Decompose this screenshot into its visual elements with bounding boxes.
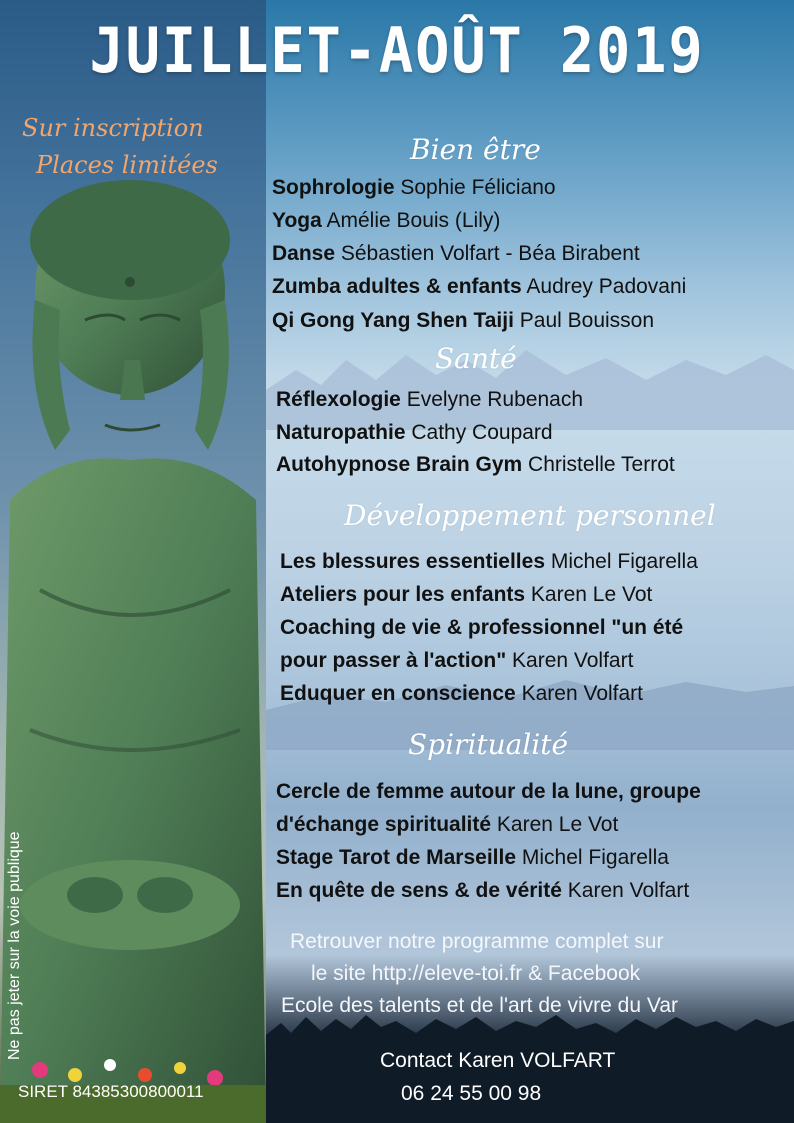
list-item: En quête de sens & de vérité Karen Volfart [276,879,690,902]
list-item: Sophrologie Sophie Féliciano [272,176,556,199]
section-heading-developpement: Développement personnel [344,499,716,532]
list-item: d'échange spiritualité Karen Le Vot [276,813,619,836]
section-heading-sante: Santé [435,342,517,375]
list-item: Naturopathie Cathy Coupard [276,421,553,444]
list-item: Coaching de vie & professionnel "un été [280,616,684,639]
side-note-vertical: Ne pas jeter sur la voie publique [6,831,23,1060]
contact-phone[interactable]: 06 24 55 00 98 [401,1082,542,1105]
list-item: Autohypnose Brain Gym Christelle Terrot [276,453,675,476]
list-item: Les blessures essentielles Michel Figarella [280,550,698,573]
registration-note: Sur inscription [22,114,204,142]
list-item: pour passer à l'action" Karen Volfart [280,649,634,672]
footer-website-link[interactable]: le site http://eleve-toi.fr & Facebook [311,962,641,985]
section-heading-spiritualite: Spiritualité [408,728,569,761]
list-item: Qi Gong Yang Shen Taiji Paul Bouisson [272,309,655,332]
footer-school-name: Ecole des talents et de l'art de vivre du Var [281,994,679,1017]
mountain-range-upper [266,330,794,430]
buddha-statue-illustration [0,170,266,1123]
list-item: Stage Tarot de Marseille Michel Figarella [276,846,669,869]
list-item: Yoga Amélie Bouis (Lily) [272,209,501,232]
section-heading-bien-etre: Bien être [410,133,541,166]
limited-seats-note: Places limitées [36,151,218,179]
list-item: Réflexologie Evelyne Rubenach [276,388,584,411]
list-item: Cercle de femme autour de la lune, groupe [276,780,701,803]
list-item: Eduquer en conscience Karen Volfart [280,682,643,705]
contact-name: Contact Karen VOLFART [380,1049,616,1072]
page-title: JUILLET-AOÛT 2019 [89,14,705,87]
list-item: Ateliers pour les enfants Karen Le Vot [280,583,653,606]
list-item: Danse Sébastien Volfart - Béa Birabent [272,242,640,265]
siret-number: SIRET 84385300800011 [18,1082,204,1101]
list-item: Zumba adultes & enfants Audrey Padovani [272,275,687,298]
footer-program-line: Retrouver notre programme complet sur [290,930,664,953]
